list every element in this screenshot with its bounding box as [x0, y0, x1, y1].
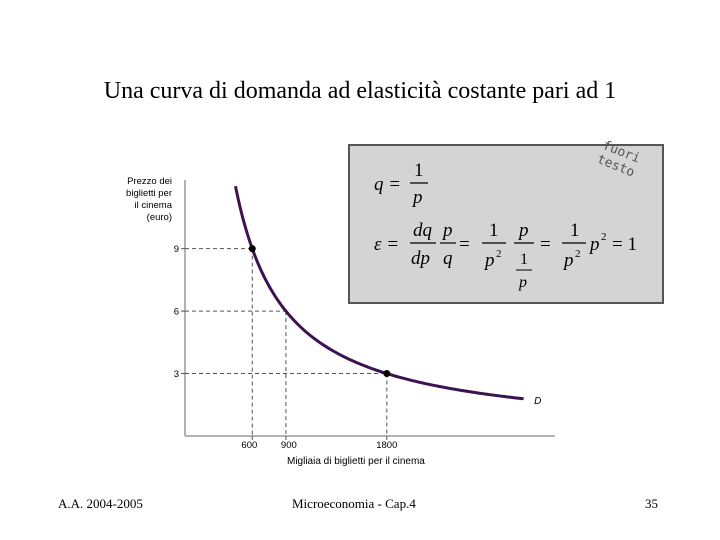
- f3-den-exp: 2: [496, 248, 502, 260]
- formula2-result: = 1: [612, 234, 637, 255]
- data-point: [249, 245, 256, 252]
- f1-den: dp: [411, 248, 430, 269]
- x-tick-label: 600: [241, 440, 258, 451]
- y-tick-label: 9: [173, 244, 179, 256]
- x-axis-label: Migliaia di biglietti per il cinema: [287, 456, 425, 467]
- f2-den: q: [443, 248, 453, 269]
- y-tick-label: 6: [173, 306, 179, 318]
- y-axis-label-line: (euro): [146, 212, 172, 223]
- tail-base: p: [590, 234, 600, 255]
- f2-num: p: [443, 220, 453, 241]
- footer-page-number: 35: [645, 496, 658, 511]
- f1-num: dq: [413, 220, 432, 241]
- tail-exp: 2: [601, 231, 607, 243]
- x-tick-label: 900: [280, 440, 297, 451]
- y-axis-label-line: biglietti per: [126, 188, 172, 199]
- formula1-lhs: q =: [374, 174, 402, 195]
- f4-den-num: 1: [520, 251, 528, 268]
- y-tick-label: 3: [173, 369, 179, 381]
- y-axis-label-line: Prezzo dei: [127, 176, 172, 187]
- f3-num: 1: [489, 220, 499, 241]
- footer-chapter: Microeconomia - Cap.4: [292, 496, 416, 511]
- formula2-lhs: ε =: [374, 234, 400, 255]
- eq2: =: [540, 234, 551, 255]
- slide-title: Una curva di domanda ad elasticità costante pari ad 1: [103, 78, 617, 104]
- f4-num: p: [519, 220, 529, 241]
- eq1: =: [459, 234, 470, 255]
- footer-course-year: A.A. 2004-2005: [58, 496, 143, 511]
- formula1-den: p: [413, 187, 423, 208]
- f4-den-den: p: [519, 274, 527, 291]
- fuori-testo-stamp: fuori testo: [594, 138, 643, 181]
- data-point: [383, 370, 390, 377]
- x-tick-label: 1800: [376, 440, 398, 451]
- y-axis-label-line: il cinema: [134, 200, 172, 211]
- f5-den-exp: 2: [575, 248, 581, 260]
- y-axis-label: [96, 176, 172, 224]
- curve-label-d: D: [534, 395, 542, 407]
- f5-num: 1: [570, 220, 580, 241]
- f5-den: p: [564, 250, 574, 271]
- f3-den: p: [485, 250, 495, 271]
- formula1-num: 1: [414, 160, 424, 181]
